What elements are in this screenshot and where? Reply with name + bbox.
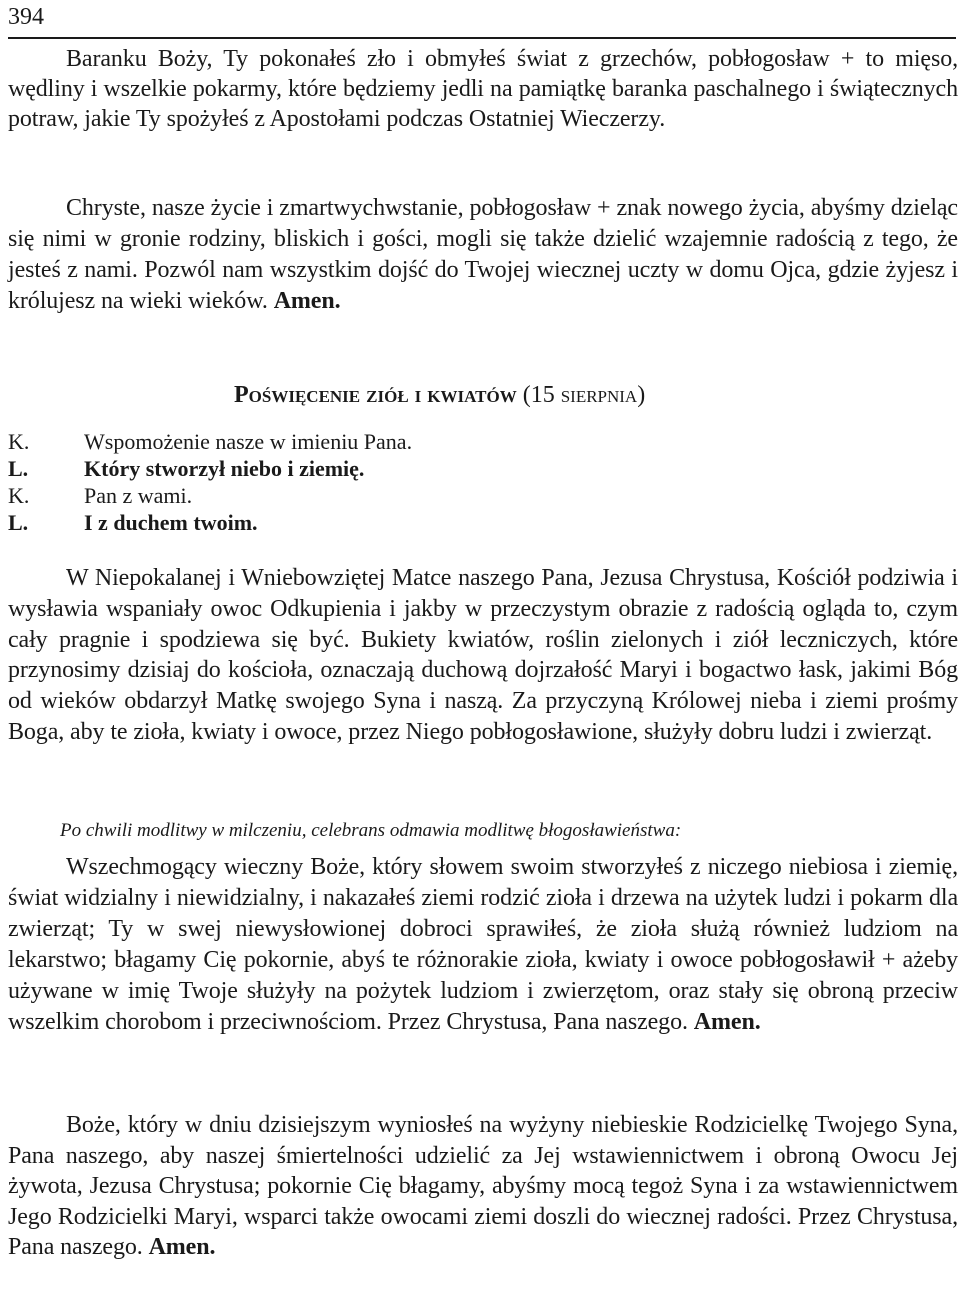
- paragraph-blessing-prayer: [8, 852, 958, 1038]
- page-number: 394: [8, 4, 44, 30]
- paragraph-collect-prayer: [8, 1110, 958, 1263]
- dialogue-role: L.: [8, 456, 29, 481]
- dialogue-role: K.: [8, 483, 30, 508]
- dialogue-role: K.: [8, 429, 30, 454]
- amen-label: Amen.: [693, 1009, 761, 1035]
- paragraph-christ-blessing: [8, 193, 958, 317]
- dialogue-line: [8, 482, 412, 509]
- dialogue-text: I z duchem twoim.: [84, 510, 258, 535]
- amen-label: Amen.: [148, 1234, 216, 1260]
- header-rule: [8, 37, 956, 39]
- date-close: ): [637, 382, 646, 408]
- dialogue-text: Wspomożenie nasze w imieniu Pana.: [84, 429, 413, 454]
- dialogue-role: L.: [8, 510, 29, 535]
- dialogue-text: Który stworzył niebo i ziemię.: [84, 456, 365, 481]
- amen-label: Amen.: [273, 288, 341, 314]
- dialogue-text: Pan z wami.: [84, 483, 193, 508]
- section-title: Poświęcenie ziół i kwiatów: [234, 382, 517, 408]
- paragraph-text: Chryste, nasze życie i zmartwychwstanie, pobłogosław + znak nowego życia, abyśmy dzieląc się nimi w gronie rodziny, bliskich i gości, mogli się także dzielić wzajemnie radością z tego, że jesteś z nami. Pozwól nam wszystkim dojść do Twojej wiecznej uczty w domu Ojca, gdzie żyjesz i królujesz na wieki wieków.: [8, 195, 958, 314]
- dialogue-line: [8, 428, 412, 455]
- date-month: sierpnia: [560, 382, 638, 408]
- dialogue-line: [8, 455, 412, 482]
- section-date: [523, 382, 646, 408]
- section-heading: [234, 380, 645, 410]
- paragraph-text: Wszechmogący wieczny Boże, który słowem swoim stworzyłeś z niczego niebiosa i ziemię, świat widzialny i niewidzialny, i nakazałeś ziemi rodzić zioła i drzewa na użytek ludzi i pokarm dla zwierząt; Ty w swej niewysłowionej dobroci sprawiłeś, że zioła służą również ludziom na lekarstwo; błagamy Cię pokornie, abyś te różnorakie zioła, kwiaty i owoce pobłogosławił + ażeby używane w imię Twoje służyły na pożytek ludziom i zwierzętom, oraz stały się obroną przeciw wszelkim chorobom i przeciwnościom. Przez Chrystusa, Pana naszego.: [8, 854, 958, 1035]
- dialogue-line: [8, 509, 412, 536]
- paragraph-text: Boże, który w dniu dzisiejszym wyniosłeś na wyżyny niebieskie Rodzicielkę Twojego Syna, Pana naszego, aby naszej śmiertelności udzielić za Jej wstawiennictwem i obroną Owocu Jej żywota, Jezusa Chrystusa; pokornie Cię błagamy, abyśmy mocą tegoż Syna i za wstawiennictwem Jego Rodzicielki Maryi, wsparci także owocami ziemi doszli do wiecznej radości. Przez Chrystusa, Pana naszego.: [8, 1112, 958, 1260]
- date-open: (15: [522, 382, 561, 408]
- paragraph-introduction: W Niepokalanej i Wniebowziętej Matce naszego Pana, Jezusa Chrystusa, Kościół podziwia i wysławia wspaniały owoc Odkupienia i jakby w przeczystym obrazie z radością ogląda to, czym cały pragnie i spodziewa się być. Bukiety kwiatów, roślin zielonych i ziół leczniczych, które przynosimy dzisiaj do kościoła, oznaczają duchową dojrzałość Maryi i bogactwo łask, jakimi Bóg od wieków obdarzył Matkę swojego Syna i naszą. Za przyczyną Królowej nieba i ziemi prośmy Boga, aby te zioła, kwiaty i owoce, przez Niego pobłogosławione, służyły dobru ludzi i zwierząt.: [8, 565, 958, 745]
- rubric-instruction: Po chwili modlitwy w milczeniu, celebrans odmawia modlitwę błogosławieństwa:: [60, 820, 682, 841]
- paragraph-lamb-blessing: Baranku Boży, Ty pokonałeś zło i obmyłeś świat z grzechów, pobłogosław + to mięso, wędliny i wszelkie pokarmy, które będziemy jedli na pamiątkę baranka paschalnego i świątecznych potraw, jakie Ty spożyłeś z Apostołami podczas Ostatniej Wieczerzy.: [8, 46, 958, 132]
- dialogue: [8, 428, 412, 536]
